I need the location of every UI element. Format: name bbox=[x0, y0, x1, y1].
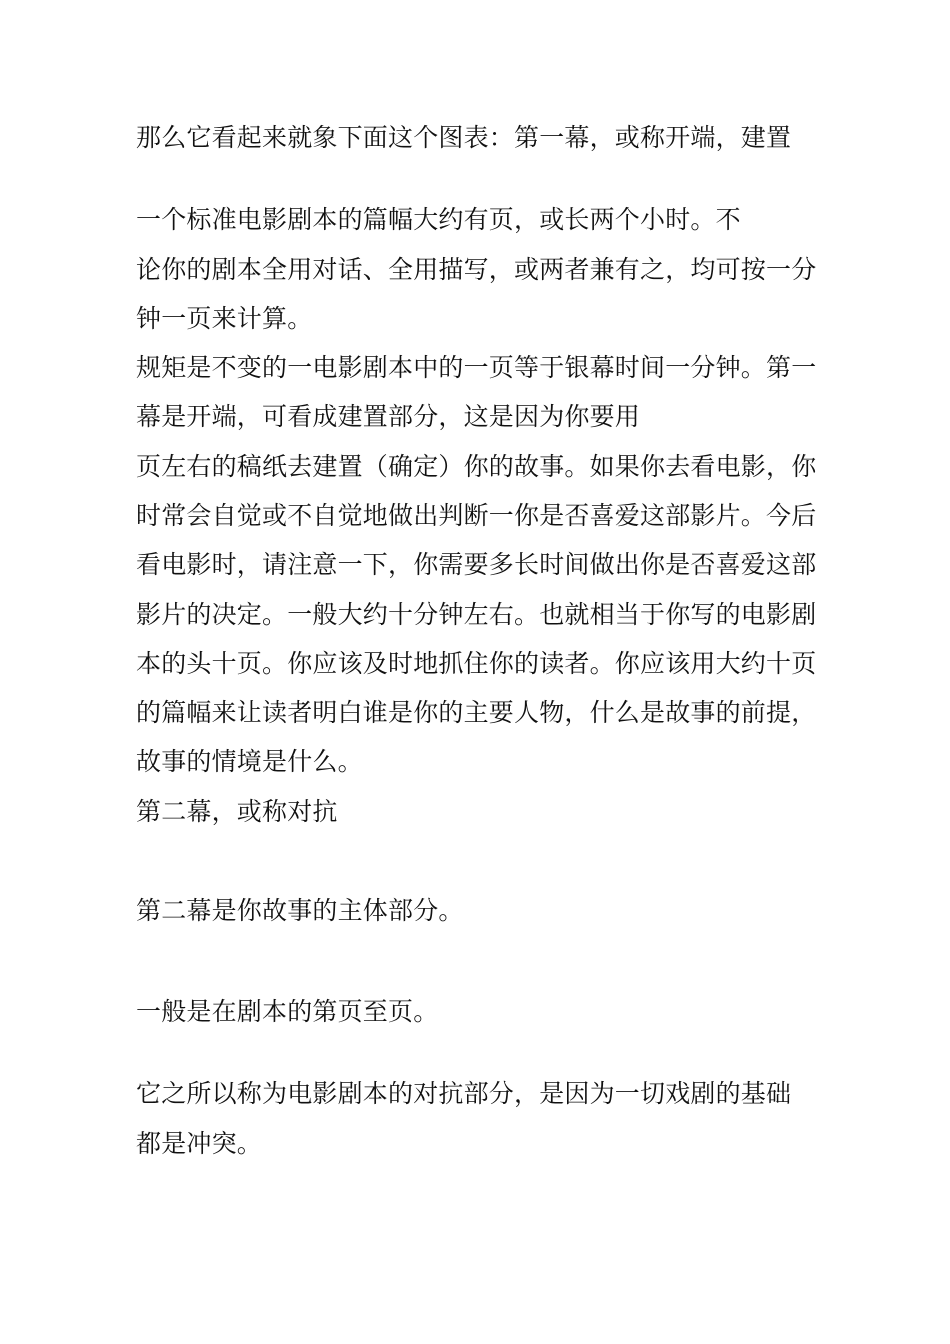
text-line: 它之所以称为电影剧本的对抗部分，是因为一切戏剧的基础 bbox=[136, 1079, 792, 1108]
text-line: 幕是开端，可看成建置部分，这是因为你要用 bbox=[136, 402, 641, 431]
text-line: 看电影时，请注意一下，你需要多长时间做出你是否喜爱这部 bbox=[136, 550, 817, 579]
text-line: 故事的情境是什么。 bbox=[136, 747, 363, 776]
text-line: 都是冲突。 bbox=[136, 1129, 263, 1158]
text-line: 本的头十页。你应该及时地抓住你的读者。你应该用大约十页 bbox=[136, 649, 817, 678]
text-line: 论你的剧本全用对话、全用描写，或两者兼有之，均可按一分 bbox=[136, 255, 817, 284]
text-line: 影片的决定。一般大约十分钟左右。也就相当于你写的电影剧 bbox=[136, 600, 817, 629]
text-line: 的篇幅来让读者明白谁是你的主要人物，什么是故事的前提， bbox=[136, 698, 817, 727]
text-line: 时常会自觉或不自觉地做出判断一你是否喜爱这部影片。今后 bbox=[136, 501, 817, 530]
text-line: 一个标准电影剧本的篇幅大约有页，或长两个小时。不 bbox=[136, 205, 741, 234]
text-line: 页左右的稿纸去建置（确定）你的故事。如果你去看电影，你 bbox=[136, 452, 817, 481]
text-line: 规矩是不变的一电影剧本中的一页等于银幕时间一分钟。第一 bbox=[136, 353, 817, 382]
section-heading: 第二幕，或称对抗 bbox=[136, 797, 338, 826]
text-line: 那么它看起来就象下面这个图表：第一幕，或称开端，建置 bbox=[136, 123, 792, 152]
text-line: 钟一页来计算。 bbox=[136, 304, 313, 333]
text-line: 第二幕是你故事的主体部分。 bbox=[136, 896, 464, 925]
text-line: 一般是在剧本的第页至页。 bbox=[136, 997, 439, 1026]
